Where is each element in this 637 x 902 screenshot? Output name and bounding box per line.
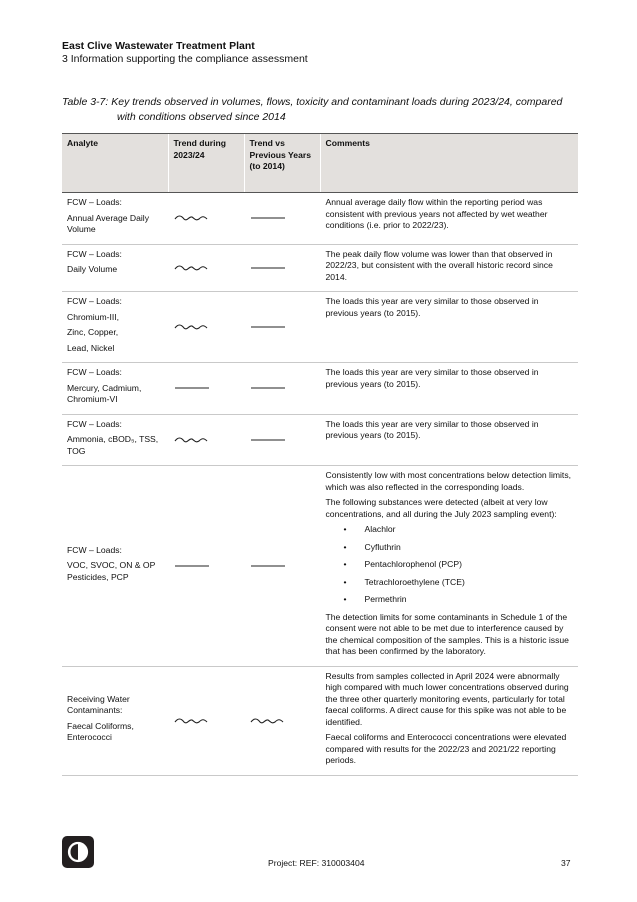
analyte-text: FCW – Loads: bbox=[67, 296, 122, 306]
stable-trend-icon bbox=[250, 561, 286, 571]
analyte-text: Faecal Coliforms, Enterococci bbox=[67, 720, 134, 742]
bullet-icon: • bbox=[343, 576, 347, 587]
stable-trend-icon bbox=[250, 263, 286, 273]
list-item-text: Alachlor bbox=[364, 524, 396, 534]
header-analyte: Analyte bbox=[62, 134, 168, 193]
bullet-icon: • bbox=[343, 524, 347, 534]
analyte-text: FCW – Loads: bbox=[67, 367, 122, 377]
header-trend-2023-24: Trend during 2023/24 bbox=[168, 134, 244, 193]
analyte-text: FCW – Loads: bbox=[67, 544, 122, 555]
list-item-text: Tetrachloroethylene (TCE) bbox=[364, 576, 465, 587]
comments-cell bbox=[320, 414, 578, 466]
stable-trend-icon bbox=[250, 435, 286, 445]
table-row bbox=[62, 414, 578, 466]
page-number: 37 bbox=[561, 858, 571, 868]
comments-cell bbox=[320, 666, 578, 775]
list-item bbox=[344, 577, 574, 589]
analyte-cell bbox=[62, 193, 168, 245]
analyte-text: Daily Volume bbox=[67, 264, 118, 274]
list-item-text: Cyfluthrin bbox=[364, 541, 401, 552]
trend-2023-24-cell bbox=[168, 414, 244, 466]
variable-trend-icon bbox=[174, 716, 210, 726]
trend-previous-cell bbox=[244, 244, 320, 292]
bullet-icon: • bbox=[343, 541, 347, 552]
header-comments: Comments bbox=[320, 134, 578, 193]
table-row bbox=[62, 193, 578, 245]
trend-previous-cell bbox=[244, 292, 320, 363]
trend-2023-24-cell bbox=[168, 363, 244, 415]
stable-trend-icon bbox=[250, 213, 286, 223]
analyte-text: FCW – Loads: bbox=[67, 197, 122, 207]
comments-cell bbox=[320, 244, 578, 292]
comment-text: The loads this year are very similar to those observed in previous years (to 2015). bbox=[325, 418, 539, 440]
trend-previous-cell bbox=[244, 193, 320, 245]
stable-trend-icon bbox=[250, 383, 286, 393]
list-item-text: Pentachlorophenol (PCP) bbox=[364, 559, 462, 569]
trend-previous-cell bbox=[244, 466, 320, 667]
variable-trend-icon bbox=[174, 213, 210, 223]
list-item bbox=[344, 594, 574, 606]
comment-text: The detection limits for some contaminants in Schedule 1 of the consent were not able to be met due to interference caused by the chemical composition of the samples. This is a historic issue that has been confirmed by the laboratory. bbox=[325, 611, 569, 656]
trend-2023-24-cell bbox=[168, 244, 244, 292]
table-row bbox=[62, 466, 578, 667]
trend-2023-24-cell bbox=[168, 466, 244, 667]
section-title: 3 Information supporting the compliance assessment bbox=[62, 53, 308, 65]
table-caption bbox=[62, 95, 582, 125]
caption-line-1: Table 3-7: Key trends observed in volumes, flows, toxicity and contaminant loads during 2023/24, compared bbox=[62, 96, 563, 108]
list-item bbox=[344, 559, 574, 571]
analyte-text: Receiving Water Contaminants: bbox=[67, 693, 130, 715]
stable-trend-icon bbox=[174, 383, 210, 393]
comment-text: Annual average daily flow within the reporting period was consistent with previous years not affected by wet weather conditions (i.e. prior to 2022/23). bbox=[325, 197, 548, 230]
company-logo-icon bbox=[62, 836, 94, 868]
list-item bbox=[344, 524, 574, 536]
detected-substances-list bbox=[326, 524, 574, 606]
table-row bbox=[62, 666, 578, 775]
caption-line-2: with conditions observed since 2014 bbox=[117, 111, 286, 123]
comment-text: Consistently low with most concentrations below detection limits, which was also reflected in the corresponding loads. bbox=[325, 470, 572, 492]
list-item-text: Permethrin bbox=[364, 594, 407, 604]
analyte-text: VOC, SVOC, ON & OP Pesticides, PCP bbox=[67, 560, 156, 582]
comments-cell bbox=[320, 363, 578, 415]
table-header-row bbox=[62, 134, 578, 193]
analyte-text: Zinc, Copper, bbox=[67, 327, 119, 337]
analyte-text: Ammonia, cBOD₅, TSS, TOG bbox=[67, 434, 159, 456]
comment-text: The peak daily flow volume was lower than that observed in 2022/23, but consistent with the overall historic record since 2014. bbox=[325, 248, 553, 282]
bullet-icon: • bbox=[343, 559, 347, 569]
table-row bbox=[62, 244, 578, 292]
comments-cell bbox=[320, 466, 578, 667]
analyte-cell bbox=[62, 666, 168, 775]
table-row bbox=[62, 292, 578, 363]
comment-text: Results from samples collected in April 2024 were abnormally high compared with much lower concentrations observed during the three other quarterly monitoring events, particularly for total faecal coliforms. A direct cause for this spike was not able to be identified. bbox=[325, 670, 569, 727]
trend-2023-24-cell bbox=[168, 193, 244, 245]
stable-trend-icon bbox=[174, 561, 210, 571]
page-header bbox=[62, 40, 308, 66]
variable-trend-icon bbox=[174, 435, 210, 445]
comment-text: The following substances were detected (albeit at very low concentrations, and all during the July 2023 sampling event): bbox=[325, 497, 557, 519]
variable-trend-icon bbox=[174, 322, 210, 332]
analyte-text: Chromium-III, bbox=[67, 311, 120, 322]
analyte-text: Lead, Nickel bbox=[67, 342, 115, 353]
document-title: East Clive Wastewater Treatment Plant bbox=[62, 40, 255, 52]
analyte-cell bbox=[62, 466, 168, 667]
analyte-cell bbox=[62, 292, 168, 363]
analyte-text: FCW – Loads: bbox=[67, 248, 122, 259]
table-body bbox=[62, 193, 578, 776]
analyte-text: FCW – Loads: bbox=[67, 418, 122, 429]
trend-previous-cell bbox=[244, 666, 320, 775]
trend-previous-cell bbox=[244, 414, 320, 466]
footer-project-ref: Project: REF: 310003404 bbox=[268, 858, 365, 868]
comment-text: Faecal coliforms and Enterococci concentrations were elevated compared with results for the 2022/23 and 2021/22 reporting periods. bbox=[325, 732, 567, 765]
comment-text: The loads this year are very similar to those observed in previous years (to 2015). bbox=[325, 296, 539, 318]
trends-table bbox=[62, 133, 578, 776]
analyte-cell bbox=[62, 414, 168, 466]
trend-2023-24-cell bbox=[168, 292, 244, 363]
trend-2023-24-cell bbox=[168, 666, 244, 775]
analyte-text: Mercury, Cadmium, Chromium-VI bbox=[67, 382, 142, 404]
variable-trend-icon bbox=[250, 716, 286, 726]
list-item bbox=[344, 542, 574, 554]
stable-trend-icon bbox=[250, 322, 286, 332]
analyte-cell bbox=[62, 244, 168, 292]
table-row bbox=[62, 363, 578, 415]
comments-cell bbox=[320, 193, 578, 245]
analyte-cell bbox=[62, 363, 168, 415]
comments-cell bbox=[320, 292, 578, 363]
bullet-icon: • bbox=[343, 594, 347, 604]
trend-previous-cell bbox=[244, 363, 320, 415]
comment-text: The loads this year are very similar to those observed in previous years (to 2015). bbox=[325, 367, 539, 389]
analyte-text: Annual Average Daily Volume bbox=[67, 212, 150, 234]
header-trend-previous: Trend vs Previous Years (to 2014) bbox=[244, 134, 320, 193]
variable-trend-icon bbox=[174, 263, 210, 273]
